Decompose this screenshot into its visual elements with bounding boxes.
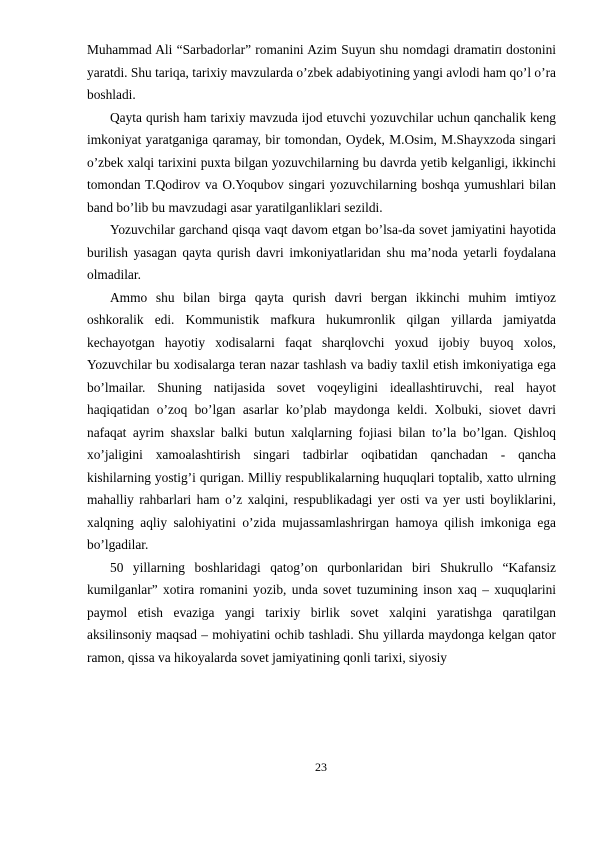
paragraph: Yozuvchilar garchand qisqa vaqt davom etgan bo’lsa-da sovet jamiyatini hayotida burilish yasagan qayta qurish davri imkoniyatlaridan shu ma’noda yetarli foydalana olmadilar. xyxy=(87,222,556,282)
page-number: 23 xyxy=(315,760,327,774)
paragraph: Ammo shu bilan birga qayta qurish davri bergan ikkinchi muhim imtiyoz oshkoralik edi. Kommunistik mafkura hukumronlik qilgan yillarda jamiyatda kechayotgan hayotiy xodisalarni faqat sharqlovchi yoxud ijobiy buyoq xolos, Yozuvchilar bu xodisalarga teran nazar tashlash va badiy taxlil etish imkoniyatiga ega bo’lmailar. Shuning natijasida sovet voqeyligini ideallashtiruvchi, real hayot haqiqatidan o’zoq bo’lgan asarlar ko’plab maydonga keldi. Xolbuki, siovet davri nafaqat ayrim shaxslar balki butun xalqlarning fojiasi bilan to’la bo’lgan. Qishloq xo’jaligini xamoalashtirish singari tadbirlar oqibatidan qanchadan - qancha kishilarning yostig’i qurigan. Milliy respublikalarning huquqlari toptalib, xatto ulrning mahalliy rahbarlari ham o’z xalqini, respublikadagi yer osti va yer usti boyliklarini, xalqning aqliy salohiyatini o’zida mujassamlashrirgan hamoya qilish imkoniga ega bo’lgadilar. xyxy=(87,289,556,552)
paragraph: Muhammad Ali “Sarbadorlar” romanini Azim Suyun shu nomdagi dramatiп dostonini yaratdi. Shu tariqa, tarixiy mavzularda o’zbek adabiyotining yangi avlodi ham qo’l o’ra boshladi. xyxy=(87,42,556,102)
paragraph: Qayta qurish ham tarixiy mavzuda ijod etuvchi yozuvchilar uchun qanchalik keng imkoniyat yaratganiga qaramay, bir tomondan, Oydek, M.Osim, M.Shayxzoda singari o’zbek xalqi tarixini puxta bilgan yozuvchilarning bu davrda yetib kelganligi, ikkinchi tomondan T.Qodirov va O.Yoqubov singari yozuvchilarning boshqa yumushlari bilan band bo’lib bu mavzudagi asar yaratilganliklari sezildi. xyxy=(87,109,556,215)
paragraph: 50 yillarning boshlaridagi qatog’on qurbonlaridan biri Shukrullo “Kafansiz kumilganlar” xotira romanini yozib, unda sovet tuzumining inson xaq – xuquqlarini paymol etish evaziga yangi tarixiy birlik sovet xalqini yaratishga qaratilgan aksilinsoniy maqsad – mohiyatini ochib tashladi. Shu yillarda maydonga kelgan qator ramon, qissa va hikoyalarda sovet jamiyatining qonli tarixi, siyosiy xyxy=(87,559,556,665)
document-page xyxy=(87,39,556,669)
